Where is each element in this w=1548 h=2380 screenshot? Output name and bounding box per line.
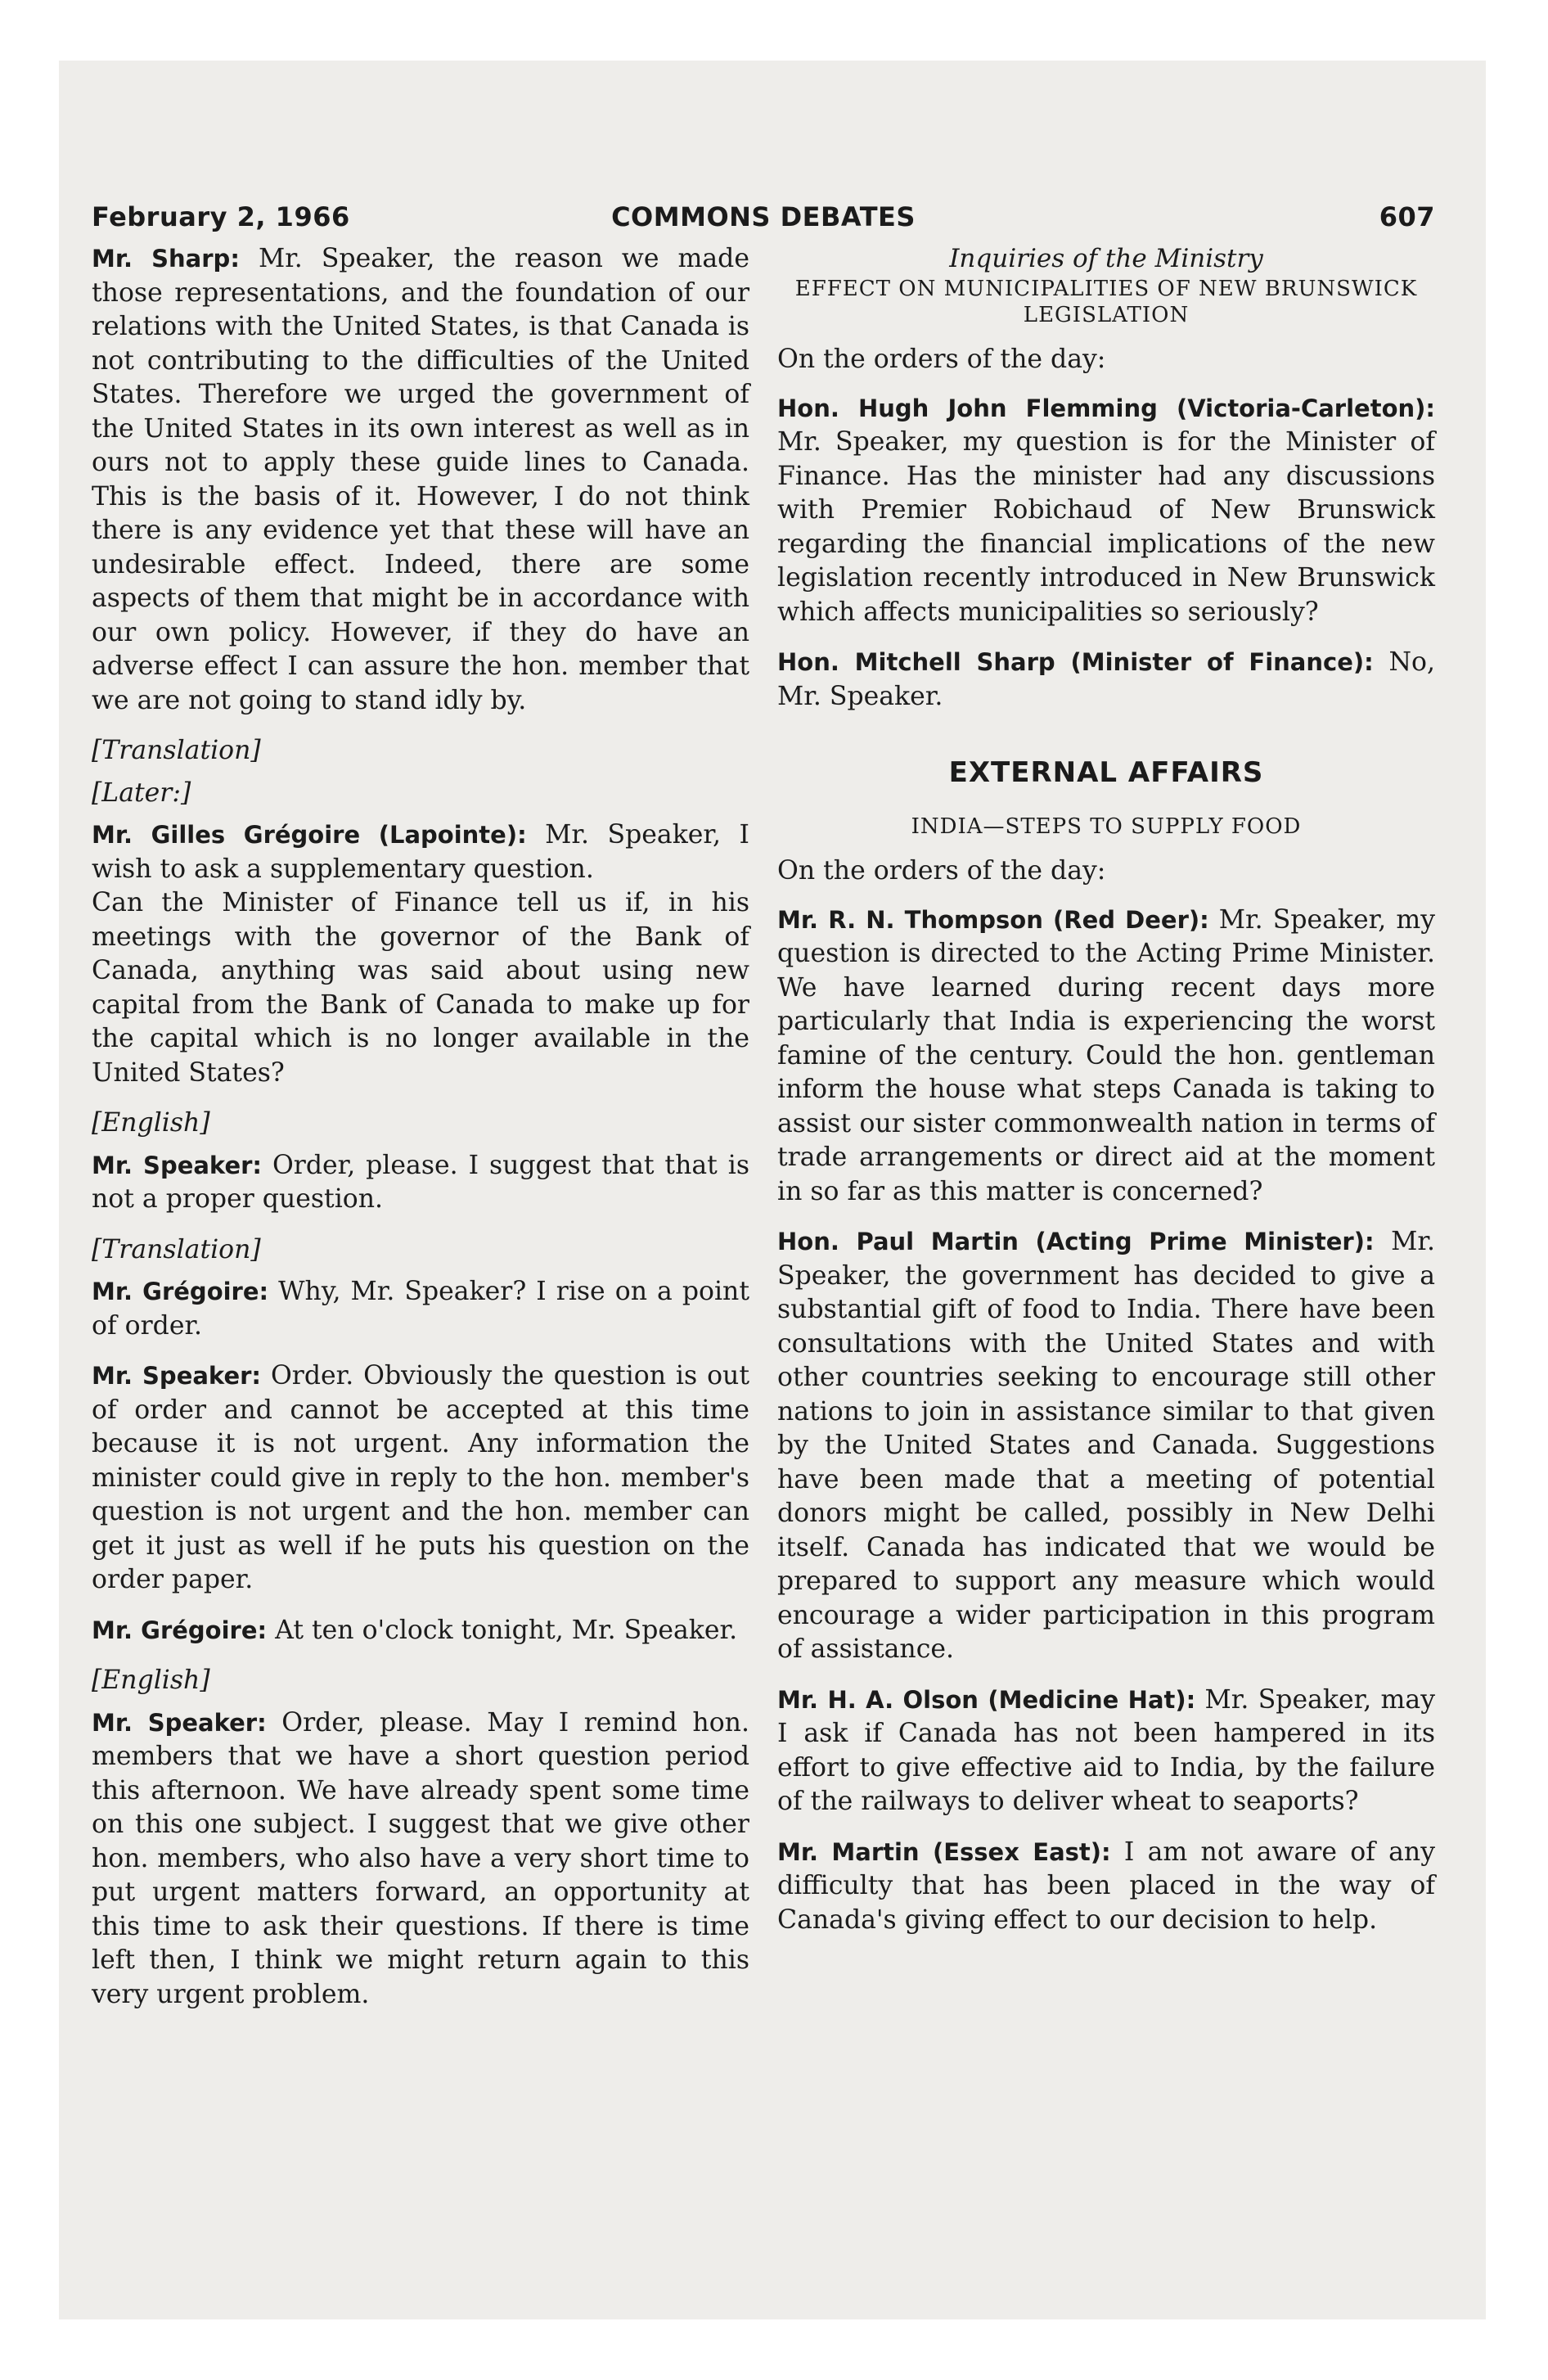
speaker-name: Hon. Paul Martin (Acting Prime Minister):	[777, 1228, 1375, 1255]
paragraph	[92, 1359, 749, 1598]
language-note: [English]	[92, 1666, 210, 1695]
speech-text: At ten o'clock tonight, Mr. Speaker.	[267, 1615, 738, 1645]
speech-text: Mr. Speaker, may I ask if Canada has not been hampered in its effort to give effective aid to India, by the failure of the railways to deliver wheat to seaports?	[777, 1684, 1435, 1816]
paragraph	[777, 646, 1435, 714]
paragraph	[92, 818, 749, 886]
later-note: [Later:]	[92, 778, 191, 808]
orders-line: On the orders of the day:	[777, 345, 1106, 374]
paragraph	[92, 1614, 749, 1648]
paragraph	[777, 904, 1435, 1210]
speech-text: Mr. Speaker, my question is directed to the Acting Prime Minister. We have learned during recent days more particularly that India is experiencing the worst famine of the century. Could the hon. gentleman inform the house what steps Canada is taking to assist our sister commonwealth nation in terms of trade arrangements or direct aid at the moment in so far as this matter is concerned?	[777, 904, 1435, 1206]
paragraph	[777, 1684, 1435, 1819]
speaker-name: Mr. Grégoire:	[92, 1616, 268, 1644]
paragraph: Can the Minister of Finance tell us if, in his meetings with the governor of the Bank of Canada, anything was said about using new capital from the Bank of Canada to make up for the capital which is no longer available in the United States?	[92, 888, 749, 1088]
left-column	[92, 242, 749, 2028]
speech-text: Mr. Speaker, I wish to ask a supplementary question.	[92, 820, 749, 884]
speech-text: No, Mr. Speaker.	[777, 647, 1436, 711]
page-header	[92, 201, 1435, 242]
paragraph	[777, 392, 1435, 630]
translation-note: [Translation]	[92, 1234, 261, 1264]
paragraph	[92, 1275, 749, 1343]
speech-text: Mr. Speaker, the reason we made those representations, and the foundation of our relations with the United States, is that Canada is not contributing to the difficulties of the United States. Therefore we urged the government of the United States in its own interest as well as in ours not to apply these guide lines to Canada. This is the basis of it. However, I do not think there is any evidence yet that these will have an undesirable effect. Indeed, there are some aspects of them that might be in accordance with our own policy. However, if they do have an adverse effect I can assure the hon. member that we are not going to stand idly by.	[92, 244, 749, 715]
translation-note: [Translation]	[92, 736, 261, 765]
paragraph	[92, 1706, 749, 2013]
header-title: COMMONS DEBATES	[611, 201, 916, 232]
section-rubric: Inquiries of the Ministry	[949, 244, 1263, 273]
speaker-name: Mr. Grégoire:	[92, 1278, 269, 1305]
speaker-name: Mr. Sharp:	[92, 245, 240, 273]
paragraph	[777, 1836, 1435, 1938]
subheading: EFFECT ON MUNICIPALITIES OF NEW BRUNSWICK LEGISLATION	[794, 277, 1418, 327]
paragraph	[777, 1225, 1435, 1667]
speaker-name: Mr. Speaker:	[92, 1151, 263, 1179]
speech-text: Mr. Speaker, the government has decided to give a substantial gift of food to India. There have been consultations with the United States and with other countries seeking to encourage still other nations to join in assistance similar to that given by the United States and Canada. Suggestions have been made that a meeting of potential donors might be called, possibly in New Delhi itself. Canada has indicated that we would be prepared to support any measure which would encourage a wider participation in this program of assistance.	[777, 1227, 1435, 1664]
speaker-name: Mr. Speaker:	[92, 1362, 262, 1390]
section-heading: EXTERNAL AFFAIRS	[948, 756, 1264, 789]
speaker-name: Mr. R. N. Thompson (Red Deer):	[777, 905, 1209, 934]
speech-text: Order, please. I suggest that that is not a proper question.	[92, 1150, 749, 1214]
speaker-name: Mr. Speaker:	[92, 1708, 267, 1737]
language-note: [English]	[92, 1108, 210, 1138]
speech-text: Order. Obviously the question is out of order and cannot be accepted at this time because it is not urgent. Any information the minister could give in reply to the hon. member's question is not urgent and the hon. member can get it just as well if he puts his question on the order paper.	[92, 1361, 749, 1594]
orders-line: On the orders of the day:	[777, 856, 1106, 886]
subheading: INDIA—STEPS TO SUPPLY FOOD	[911, 814, 1302, 839]
speech-text: Mr. Speaker, my question is for the Minister of Finance. Has the minister had any discussions with Premier Robichaud of New Brunswick regarding the financial implications of the new legislation recently introduced in New Brunswick which affects municipalities so seriously?	[777, 427, 1435, 627]
speaker-name: Mr. Gilles Grégoire (Lapointe):	[92, 821, 527, 849]
page-number: 607	[1379, 201, 1435, 232]
speaker-name: Hon. Hugh John Flemming (Victoria-Carleton):	[777, 394, 1435, 422]
speaker-name: Mr. H. A. Olson (Medicine Hat):	[777, 1685, 1196, 1714]
speaker-name: Mr. Martin (Essex East):	[777, 1837, 1111, 1866]
speaker-name: Hon. Mitchell Sharp (Minister of Finance):	[777, 648, 1374, 676]
right-column	[777, 242, 1435, 1954]
speech-text: Order, please. May I remind hon. members that we have a short question period this afternoon. We have already spent some time on this one subject. I suggest that we give other hon. members, who also have a very short time to put urgent matters forward, an opportunity at this time to ask their questions. If there is time left then, I think we might return again to this very urgent problem.	[92, 1707, 749, 2009]
paragraph	[92, 242, 749, 718]
speech-text: Why, Mr. Speaker? I rise on a point of order.	[92, 1277, 749, 1341]
header-date: February 2, 1966	[92, 201, 350, 232]
speech-text: I am not aware of any difficulty that has been placed in the way of Canada's giving effect to our decision to help.	[777, 1837, 1435, 1935]
paragraph	[92, 1149, 749, 1217]
